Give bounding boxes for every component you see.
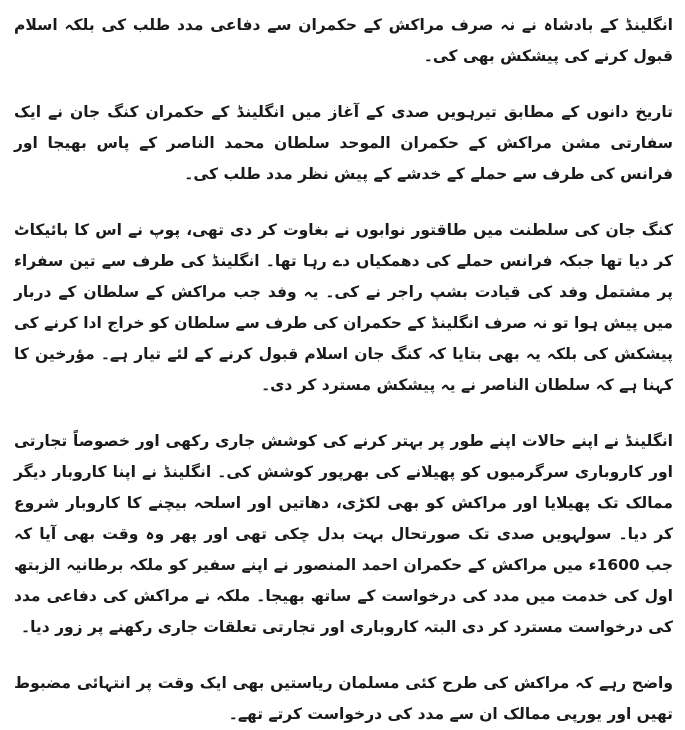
paragraph-4: انگلینڈ نے اپنے حالات اپنے طور پر بہتر کرنے کی کوشش جاری رکھی اور خصوصاً تجارتی اور کاروباری سرگرمیوں کو پھیلانے کی بھرپور کوشش کی۔ انگلینڈ نے اپنا کاروبار دیگر ممالک تک پھیلایا اور مراکش کو بھی لکڑی، دھاتیں اور اسلحہ بیچنے کا کاروبار شروع کر دیا۔ سولہویں صدی تک صورتحال بہت بدل چکی تھی اور پھر وہ وقت بھی آیا کہ جب 1600ء میں مراکش کے حکمران احمد المنصور نے اپنے سفیر کو ملکہ برطانیہ الزبتھ اول کی خدمت میں مدد کی درخواست کے ساتھ بھیجا۔ ملکہ نے مراکش کی دفاعی مدد کی درخواست مسترد کر دی البتہ کاروباری اور تجارتی تعلقات جاری رکھنے پر زور دیا۔ [14,432,674,636]
paragraph-3: کنگ جان کی سلطنت میں طاقتور نوابوں نے بغاوت کر دی تھی، پوپ نے اس کا بائیکاٹ کر دیا تھا جبکہ فرانس حملے کی دھمکیاں دے رہا تھا۔ انگلینڈ کی طرف سے تین سفراء پر مشتمل وفد کی قیادت بشپ راجر نے کی۔ یہ وفد جب مراکش کے سلطان کے دربار میں پیش ہوا تو نہ صرف انگلینڈ کے حکمران کی طرف سے سلطان کو خراج ادا کرنے کی پیشکش کی بلکہ یہ بھی بتایا کہ کنگ جان اسلام قبول کرنے کے لئے تیار ہے۔ مؤرخین کا کہنا ہے کہ سلطان الناصر نے یہ پیشکش مسترد کر دی۔ [14,221,673,394]
paragraph-5: واضح رہے کہ مراکش کی طرح کئی مسلمان ریاستیں بھی ایک وقت پر انتہائی مضبوط تھیں اور یورپی ممالک ان سے مدد کی درخواست کرتے تھے۔ [14,674,673,723]
article-body [14,10,673,730]
paragraph-1: انگلینڈ کے بادشاہ نے نہ صرف مراکش کے حکمران سے دفاعی مدد طلب کی بلکہ اسلام قبول کرنے کی پیشکش بھی کی۔ [14,16,673,65]
paragraph-2: تاریخ دانوں کے مطابق تیرہویں صدی کے آغاز میں انگلینڈ کے حکمران کنگ جان نے ایک سفارتی مشن مراکش کے حکمران الموحد سلطان محمد الناصر کے پاس بھیجا اور فرانس کی طرف سے حملے کے خدشے کے پیش نظر مدد طلب کی۔ [14,103,673,183]
